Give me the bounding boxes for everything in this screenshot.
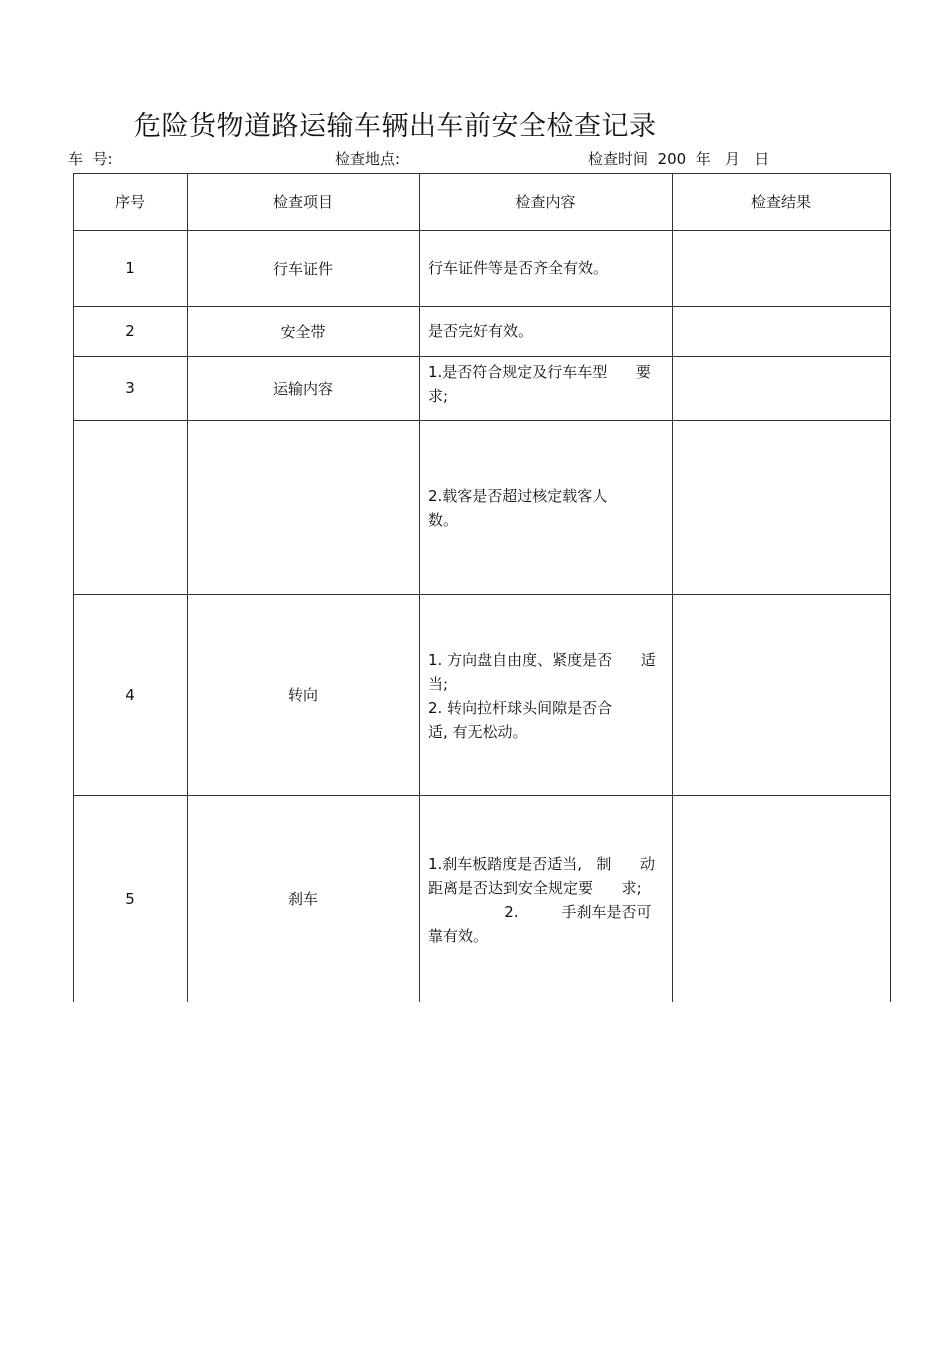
- inspection-location-label: 检查地点:: [335, 150, 401, 168]
- header-item: 检查项目: [272, 193, 333, 211]
- row-result[interactable]: [672, 230, 890, 306]
- header-no: 序号: [114, 193, 145, 211]
- row-no: 5: [125, 889, 135, 908]
- row-no: 4: [125, 685, 135, 704]
- row-result[interactable]: [672, 420, 890, 594]
- row-result[interactable]: [672, 795, 890, 1002]
- row-content: 行车证件等是否齐全有效。: [428, 259, 609, 277]
- row-item: 安全带: [280, 322, 326, 341]
- row-item: 行车证件: [272, 259, 333, 278]
- row-result[interactable]: [672, 306, 890, 356]
- row-content: 1.是否符合规定及行车车型 要 求;: [428, 363, 651, 405]
- row-no: 3: [125, 379, 135, 397]
- row-no: 1: [125, 259, 135, 277]
- row-no: 2: [125, 322, 135, 340]
- row-item: [187, 420, 419, 594]
- row-content: 是否完好有效。: [428, 322, 534, 340]
- row-result[interactable]: [672, 356, 890, 420]
- row-content: 1.刹车板踏度是否适当, 制 动 距离是否达到安全规定要 求; 2. 手刹车是否可 靠有效。: [428, 855, 655, 945]
- row-content: 2.载客是否超过核定载客人 数。: [428, 487, 608, 529]
- row-no: [73, 420, 187, 594]
- inspection-table: [73, 173, 891, 1002]
- inspection-time-label: 检查时间 200 年 月 日: [588, 150, 770, 168]
- vehicle-number-label: 车 号:: [68, 150, 113, 168]
- row-content: 1. 方向盘自由度、紧度是否 适 当; 2. 转向拉杆球头间隙是否合 适, 有无松动。: [428, 651, 656, 741]
- table-rule: [419, 173, 420, 1002]
- document-title: 危险货物道路运输车辆出车前安全检查记录: [134, 111, 657, 142]
- row-result[interactable]: [672, 594, 890, 795]
- header-result: 检查结果: [750, 193, 811, 211]
- row-item: 转向: [287, 686, 318, 704]
- header-content: 检查内容: [515, 193, 576, 211]
- row-item: 运输内容: [272, 379, 333, 398]
- row-item: 刹车: [287, 890, 318, 908]
- table-rule: [890, 173, 891, 1002]
